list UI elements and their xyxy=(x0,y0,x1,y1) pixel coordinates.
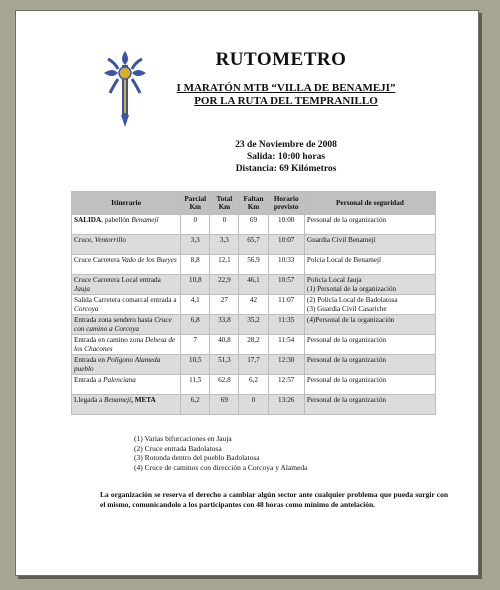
col-header-parcial: Parcial Km xyxy=(181,192,210,215)
notes-list xyxy=(134,434,434,472)
table-header-row xyxy=(72,192,436,215)
itinerary-keyword: , META xyxy=(131,396,156,404)
itinerary-text: Entrada en camino zona xyxy=(74,336,146,344)
col-header-total: Total Km xyxy=(210,192,239,215)
cell-horario: 11:07 xyxy=(268,295,304,315)
cell-horario: 11:54 xyxy=(268,335,304,355)
itinerary-text: Entrada en xyxy=(74,356,107,364)
table-row xyxy=(72,215,436,235)
disclaimer-text: La organización se reserva el derecho a cambiar algún sector ante cualquier problema que pueda surgir con el mismo, comunicandolo a los participantes con 48 horas como mínimo de antelación. xyxy=(100,490,448,509)
itinerary-text: Entrada a xyxy=(74,376,104,384)
cell-personal xyxy=(304,355,435,375)
route-table xyxy=(71,191,436,415)
itinerary-text: Cruce Carretera Local entrada xyxy=(74,276,161,284)
cell-itinerario xyxy=(72,295,181,315)
table-row xyxy=(72,315,436,335)
cell-personal xyxy=(304,215,435,235)
cell-parcial: 3,3 xyxy=(181,235,210,255)
cell-faltan: 6,2 xyxy=(239,375,268,395)
event-info xyxy=(136,139,436,175)
cell-horario: 10:57 xyxy=(268,275,304,295)
cell-total: 69 xyxy=(210,395,239,415)
cell-itinerario xyxy=(72,255,181,275)
cell-faltan: 35,2 xyxy=(239,315,268,335)
cell-horario: 10:07 xyxy=(268,235,304,255)
table-row xyxy=(72,355,436,375)
cell-parcial: 0 xyxy=(181,215,210,235)
cell-parcial: 6,8 xyxy=(181,315,210,335)
cell-itinerario xyxy=(72,215,181,235)
cell-personal xyxy=(304,335,435,355)
note-item: (4) Cruce de caminos con dirección a Corcoya y Alameda xyxy=(134,462,308,472)
cell-faltan: 17,7 xyxy=(239,355,268,375)
table-row xyxy=(72,375,436,395)
event-subtitle xyxy=(136,82,436,108)
table-row xyxy=(72,235,436,255)
personal-line: (1) Personal de la organización xyxy=(306,284,397,293)
cell-parcial: 6,2 xyxy=(181,395,210,415)
col-header-itinerario: Itinerario xyxy=(72,192,181,215)
event-distance: Distancia: 69 Kilómetros xyxy=(235,164,337,174)
subtitle-line-1: I MARATÓN MTB “VILLA DE BENAMEJI” xyxy=(176,82,396,94)
personal-line: (2) Policía Local de Badolatosa xyxy=(306,296,398,304)
cell-itinerario xyxy=(72,395,181,415)
itinerary-place: Benamejí xyxy=(103,396,132,404)
itinerary-text: Entrada zona sendero hasta xyxy=(74,316,155,324)
col-header-personal: Personal de seguridad xyxy=(304,192,435,215)
cell-personal xyxy=(304,375,435,395)
cell-parcial: 10,5 xyxy=(181,355,210,375)
cell-itinerario xyxy=(72,275,181,295)
cell-total: 27 xyxy=(210,295,239,315)
cell-personal xyxy=(304,315,435,335)
cell-total: 62,8 xyxy=(210,375,239,395)
note-item: (2) Cruce entrada Badolatosa xyxy=(134,443,222,453)
cell-itinerario xyxy=(72,355,181,375)
cell-personal xyxy=(304,235,435,255)
cell-total: 33,8 xyxy=(210,315,239,335)
table-row xyxy=(72,395,436,415)
cell-personal xyxy=(304,295,435,315)
cell-faltan: 46,1 xyxy=(239,275,268,295)
cell-parcial: 7 xyxy=(181,335,210,355)
itinerary-text: Cruce, xyxy=(74,236,95,244)
cell-itinerario xyxy=(72,315,181,335)
cell-itinerario xyxy=(72,235,181,255)
cell-faltan: 28,2 xyxy=(239,335,268,355)
itinerary-text: Llegada a xyxy=(74,396,104,404)
personal-line: Personal de la organización xyxy=(306,356,387,364)
cell-horario: 10:00 xyxy=(268,215,304,235)
col-header-horario: Horario previsto xyxy=(268,192,304,215)
table-row xyxy=(72,295,436,315)
itinerary-keyword: SALIDA xyxy=(74,216,102,224)
cell-horario: 10:33 xyxy=(268,255,304,275)
itinerary-text: Salida Carretera comarcal entrada a xyxy=(74,296,177,304)
cell-personal xyxy=(304,255,435,275)
cell-itinerario xyxy=(72,375,181,395)
event-start-time: Salida: 10:00 horas xyxy=(246,152,326,162)
itinerary-place: Polígono Alameda pueblo xyxy=(74,356,161,373)
cell-parcial: 10,8 xyxy=(181,275,210,295)
cell-total: 22,9 xyxy=(210,275,239,295)
personal-line: Polcia Local de Benamejí xyxy=(306,256,381,264)
personal-line: (3) Guardia Civil Casariche xyxy=(306,304,387,313)
cell-total: 3,3 xyxy=(210,235,239,255)
cell-faltan: 69 xyxy=(239,215,268,235)
cell-parcial: 8,8 xyxy=(181,255,210,275)
event-date: 23 de Noviembre de 2008 xyxy=(235,140,337,150)
personal-line: (4)Personal de la organización xyxy=(306,316,395,324)
personal-line: Personal de la organización xyxy=(306,376,387,384)
personal-line: Personal de la organización xyxy=(306,336,387,344)
itinerary-place: Palenciana xyxy=(103,376,136,384)
cell-personal xyxy=(304,395,435,415)
document-page xyxy=(15,10,479,576)
itinerary-place: Ventorrillo xyxy=(94,236,126,244)
itinerary-place: Vado de los Bueyes xyxy=(121,256,177,264)
table-row xyxy=(72,255,436,275)
itinerary-text: , pabellón xyxy=(101,216,132,224)
cell-total: 51,3 xyxy=(210,355,239,375)
cell-faltan: 56,9 xyxy=(239,255,268,275)
subtitle-line-2: POR LA RUTA DEL TEMPRANILLO xyxy=(194,95,378,107)
cell-horario: 12:57 xyxy=(268,375,304,395)
itinerary-place: Benamejí xyxy=(131,216,159,224)
cell-parcial: 4,1 xyxy=(181,295,210,315)
cell-total: 12,1 xyxy=(210,255,239,275)
itinerary-place: Jauja xyxy=(74,284,90,293)
itinerary-place: Dehesa de los Chacones xyxy=(74,336,176,353)
cell-faltan: 42 xyxy=(239,295,268,315)
page-title: RUTOMETRO xyxy=(215,49,347,70)
cell-total: 40,8 xyxy=(210,335,239,355)
cell-total: 0 xyxy=(210,215,239,235)
table-row xyxy=(72,335,436,355)
personal-line: Guardia Civil Benamejí xyxy=(306,236,376,244)
note-item: (3) Rotonda dentro del pueblo Badolatosa xyxy=(134,453,260,462)
itinerary-place: Cruce con camino a Corcoya xyxy=(74,316,172,333)
itinerary-text: Cruce Carretera xyxy=(74,256,122,264)
personal-line: Personal de la organización xyxy=(306,216,387,224)
cell-horario: 12:30 xyxy=(268,355,304,375)
itinerary-place: Corcoya xyxy=(74,304,99,313)
col-header-faltan: Faltan Km xyxy=(239,192,268,215)
table-row xyxy=(72,275,436,295)
cell-personal xyxy=(304,275,435,295)
note-item: (1) Varias bifurcaciones en Jauja xyxy=(134,434,232,443)
cell-faltan: 0 xyxy=(239,395,268,415)
personal-line: Policía Local Jauja xyxy=(306,276,362,284)
cell-horario: 13:26 xyxy=(268,395,304,415)
cell-parcial: 11,5 xyxy=(181,375,210,395)
cell-faltan: 65,7 xyxy=(239,235,268,255)
cell-itinerario xyxy=(72,335,181,355)
cell-horario: 11:35 xyxy=(268,315,304,335)
personal-line: Personal de la organización xyxy=(306,396,387,404)
